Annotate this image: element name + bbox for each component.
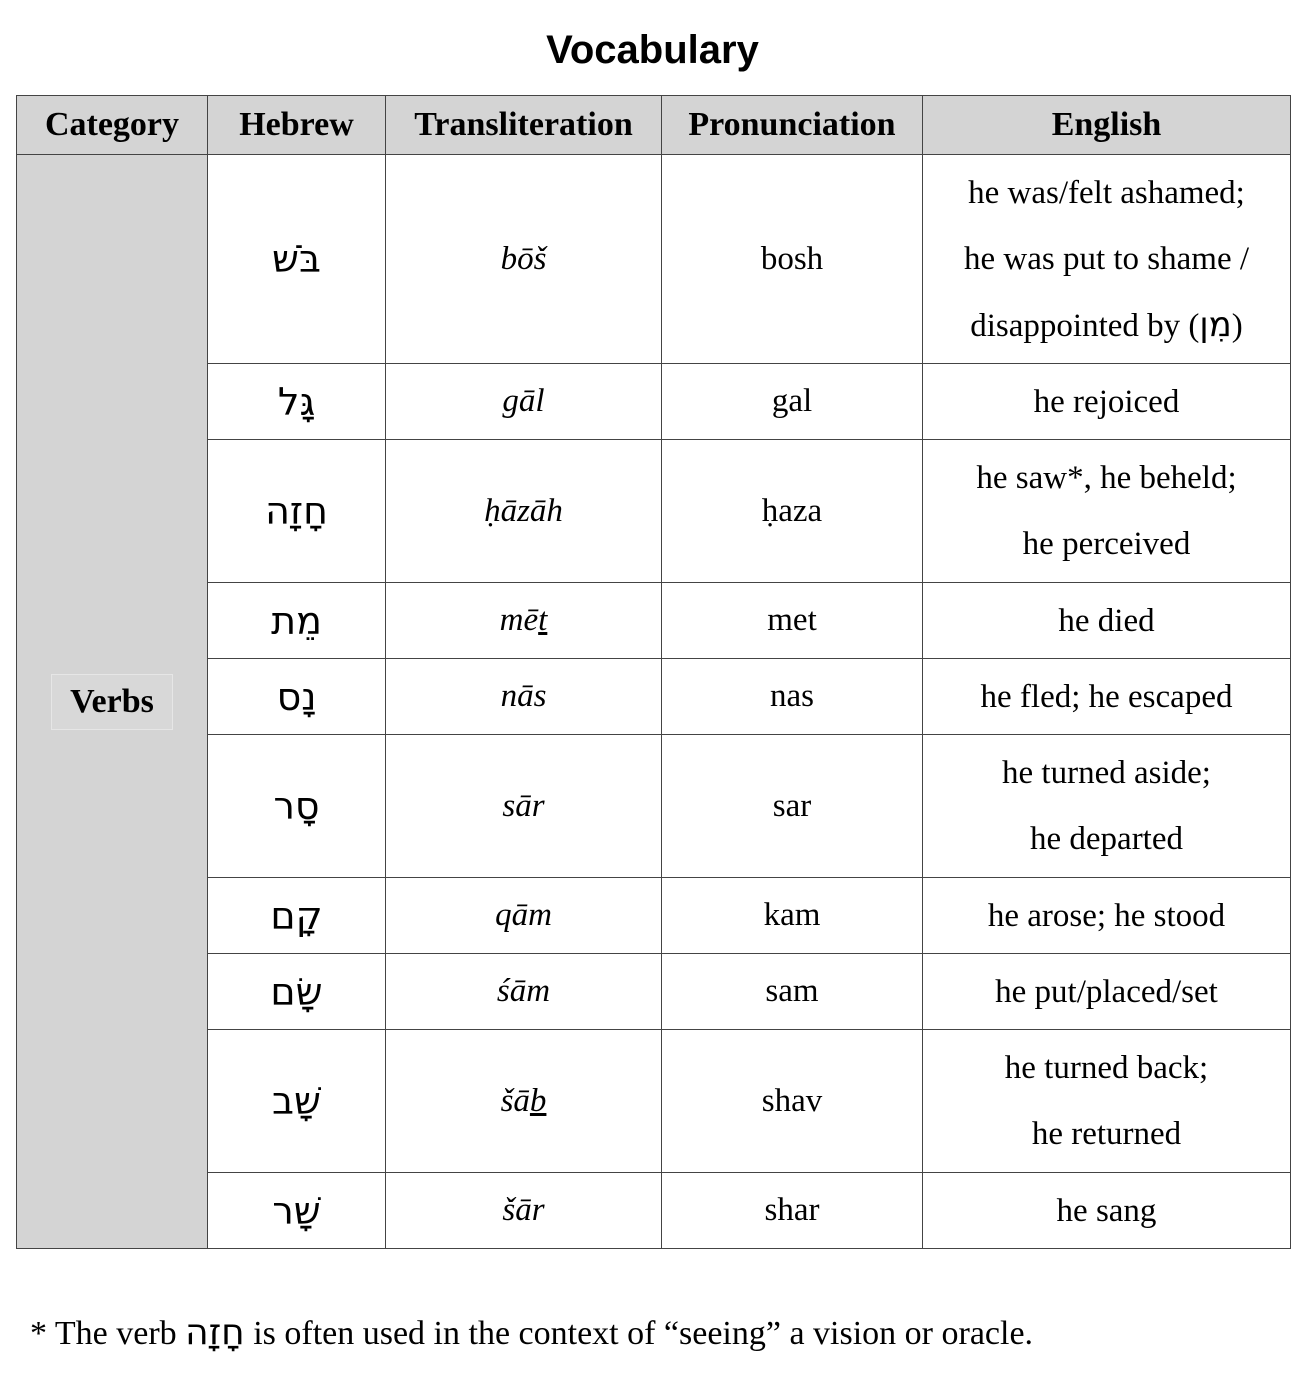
table-row [17,440,1291,583]
translit-cell: mēt [386,583,662,659]
english-line: he put/placed/set [995,973,1218,1010]
header-hebrew: Hebrew [208,96,386,155]
hebrew-cell: קָם [208,878,386,954]
english-cell [923,440,1291,583]
pronunciation-cell: shav [662,1030,923,1173]
table-row [17,583,1291,659]
header-row [17,96,1291,155]
category-label: Verbs [51,674,173,730]
hebrew-cell: שָׁר [208,1173,386,1249]
translit-cell: ḥāzāh [386,440,662,583]
english-cell [923,1030,1291,1173]
translit-cell: šār [386,1173,662,1249]
english-line: he fled; he escaped [980,678,1233,715]
english-line: he departed [1030,821,1183,857]
english-line: he turned back; [1004,1050,1209,1086]
table-row [17,1173,1291,1249]
hebrew-cell: שָׁב [208,1030,386,1173]
english-line: he was put to shame / [963,240,1250,277]
english-line: he perceived [1022,526,1191,562]
translit-cell: gāl [386,364,662,440]
hebrew-cell: מֵת [208,583,386,659]
hebrew-cell: סָר [208,735,386,878]
english-cell [923,735,1291,878]
vocabulary-table [16,95,1291,1249]
pronunciation-cell: shar [662,1173,923,1249]
pronunciation-cell: ḥaza [662,440,923,583]
english-line: he turned aside; [1002,755,1211,791]
english-cell [923,954,1291,1030]
table-row [17,735,1291,878]
category-cell [17,155,208,1249]
table-row [17,155,1291,364]
table-row [17,878,1291,954]
table-row [17,1030,1291,1173]
translit-cell: qām [386,878,662,954]
pronunciation-cell: kam [662,878,923,954]
english-line: he returned [1031,1116,1182,1152]
english-line: he arose; he stood [987,897,1226,934]
english-line: he sang [1056,1192,1157,1229]
english-cell [923,1173,1291,1249]
pronunciation-cell: sar [662,735,923,878]
hebrew-cell: גָּל [208,364,386,440]
pronunciation-cell: sam [662,954,923,1030]
header-english: English [923,96,1291,155]
header-pronunciation: Pronunciation [662,96,923,155]
footnote-hebrew: חָזָה [185,1312,245,1353]
pronunciation-cell: nas [662,659,923,735]
english-line: he saw*, he beheld; [976,460,1237,496]
hebrew-cell: נָס [208,659,386,735]
hebrew-cell: חָזָה [208,440,386,583]
english-cell [923,155,1291,364]
english-cell [923,878,1291,954]
hebrew-cell: בֹּשׁ [208,155,386,364]
pronunciation-cell: bosh [662,155,923,364]
translit-cell: šāb [386,1030,662,1173]
english-line: he rejoiced [1033,383,1180,420]
table-row [17,954,1291,1030]
hebrew-inline: מִן [1199,304,1232,345]
english-cell [923,583,1291,659]
english-cell [923,659,1291,735]
english-line: he was/felt ashamed; [968,174,1245,211]
header-transliteration: Transliteration [386,96,662,155]
hebrew-cell: שָׂם [208,954,386,1030]
translit-cell: bōš [386,155,662,364]
header-category: Category [17,96,208,155]
translit-cell: śām [386,954,662,1030]
table-row [17,364,1291,440]
page-title: Vocabulary [546,28,759,72]
english-line: he died [1058,602,1155,639]
english-line: disappointed by (מִן) [970,304,1243,345]
footnote: * The verb חָזָה is often used in the context of “seeing” a vision or oracle. [30,1312,1034,1353]
translit-cell: sār [386,735,662,878]
pronunciation-cell: met [662,583,923,659]
translit-cell: nās [386,659,662,735]
english-cell [923,364,1291,440]
pronunciation-cell: gal [662,364,923,440]
table-row [17,659,1291,735]
